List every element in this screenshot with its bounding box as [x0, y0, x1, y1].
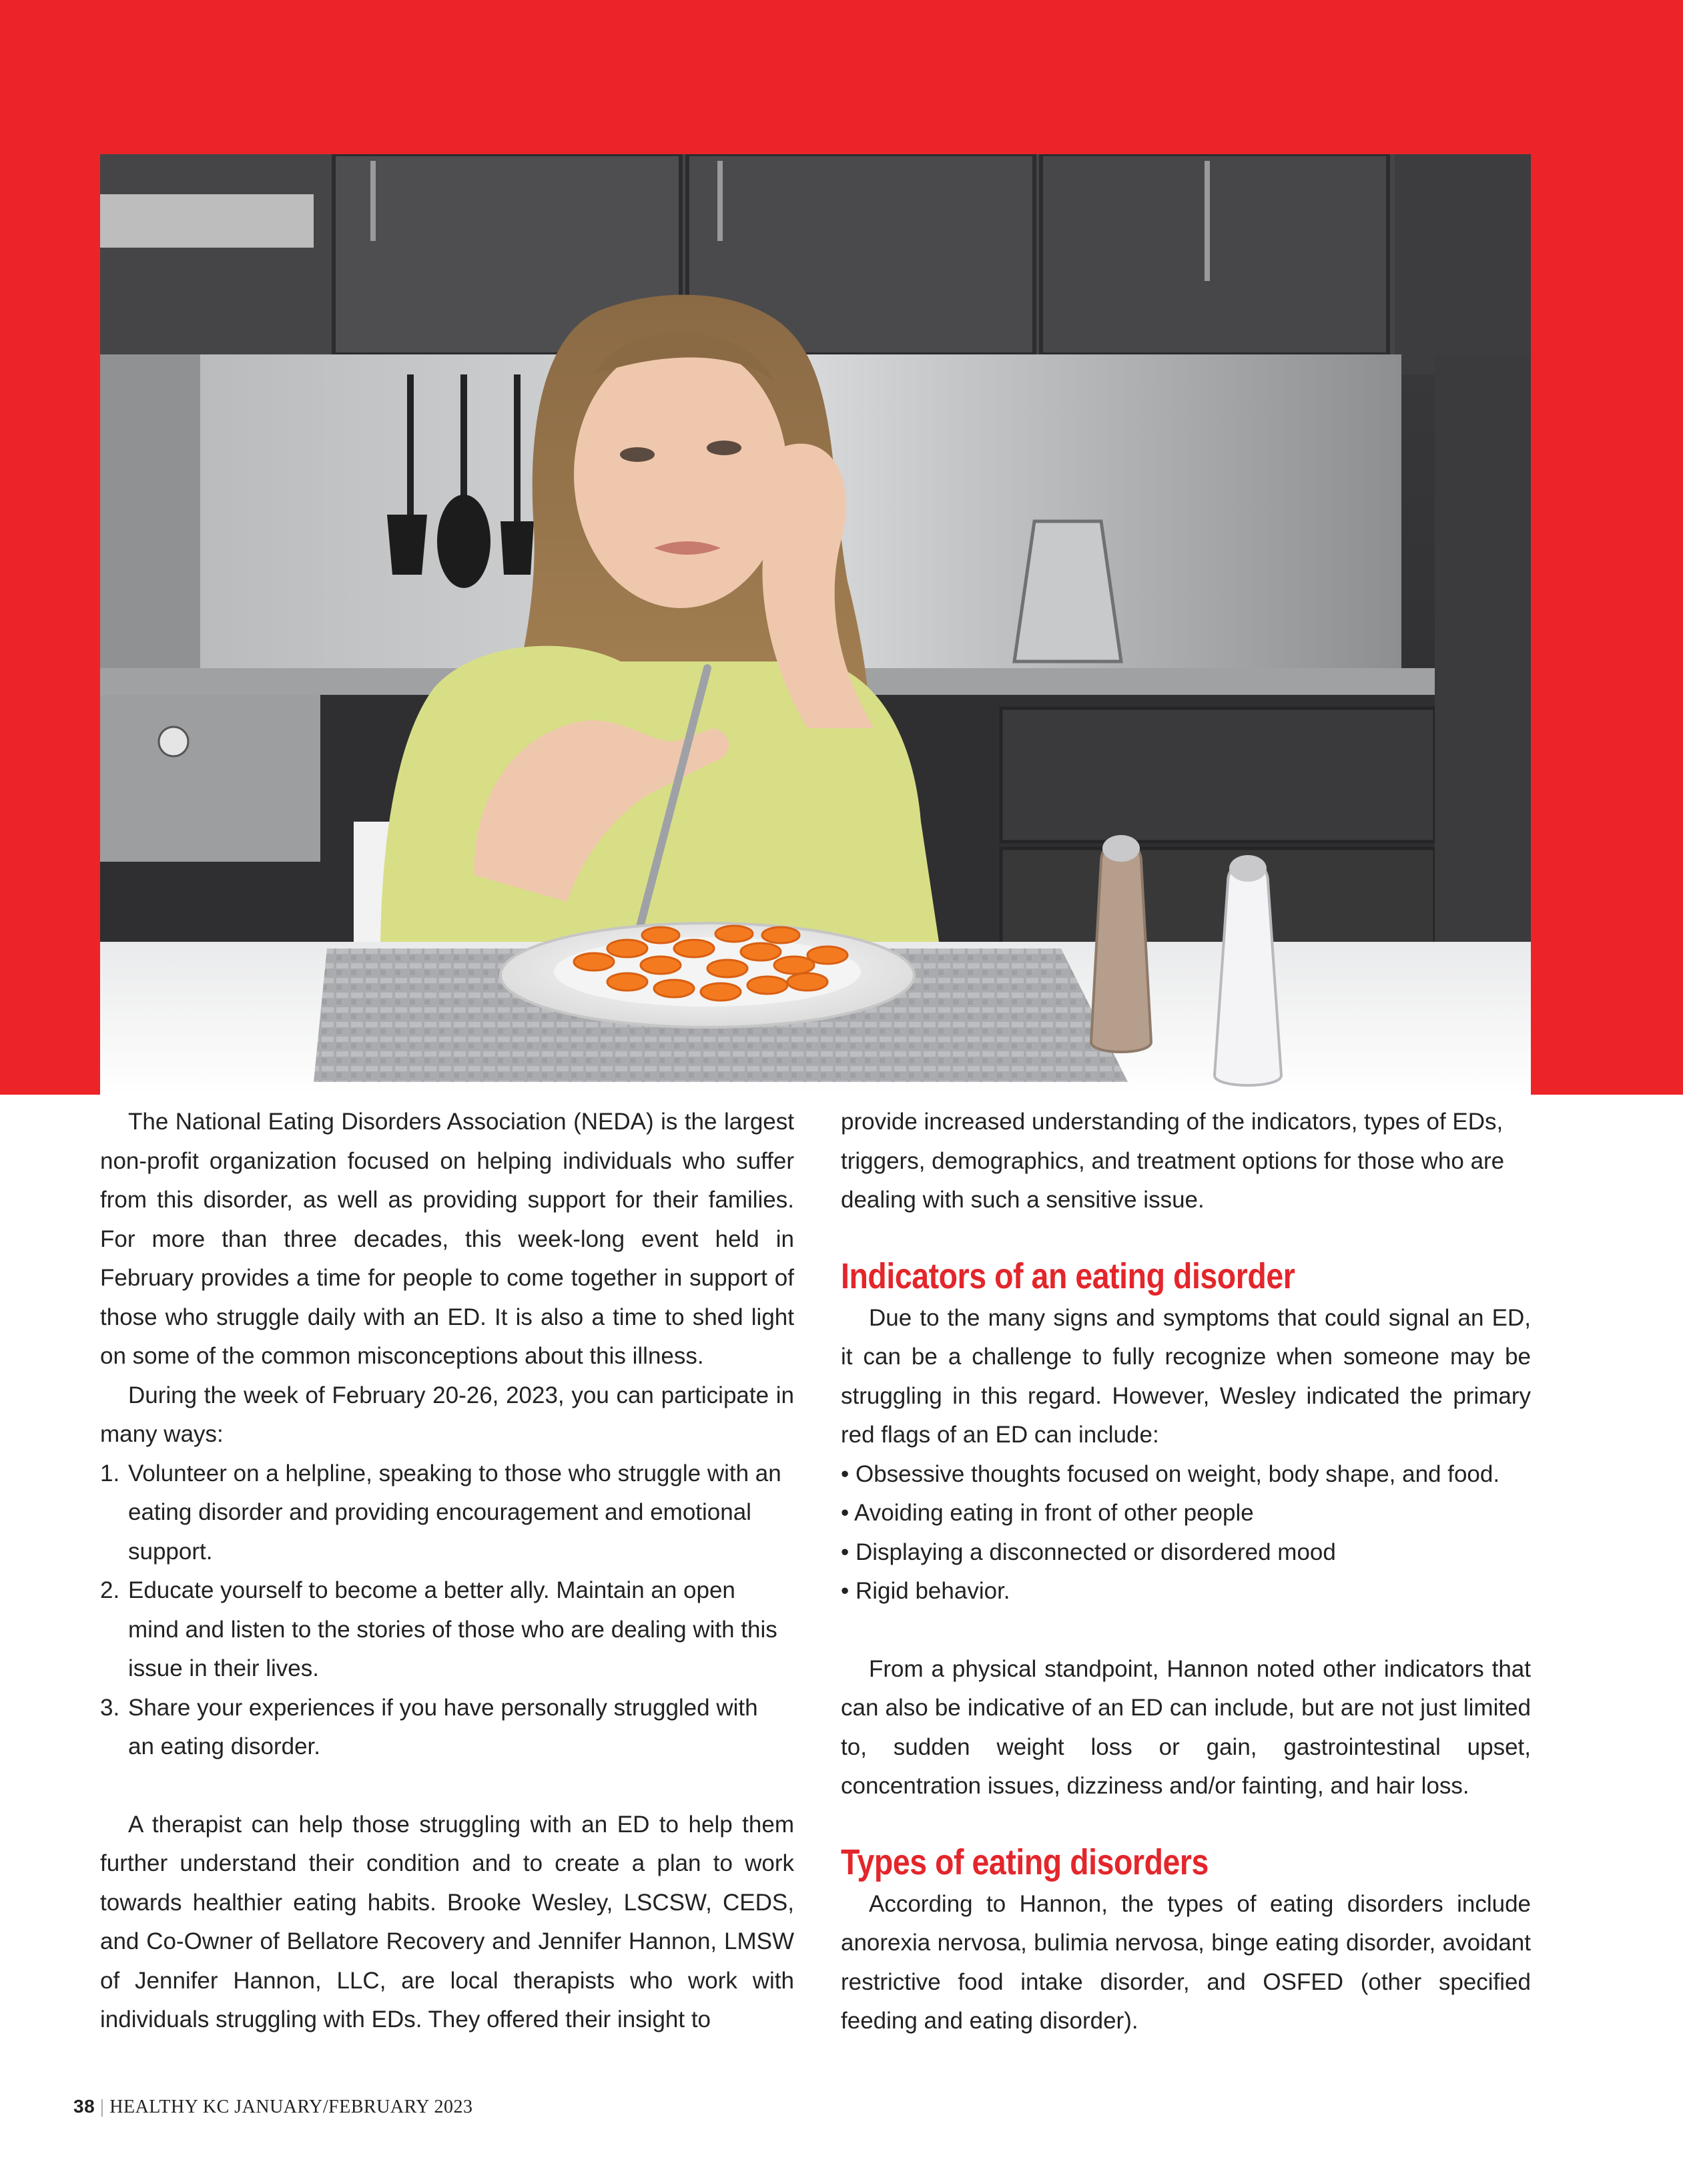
page-footer	[73, 2096, 472, 2118]
indicators-paragraph: Due to the many signs and symptoms that could signal an ED, it can be a challenge to fully recognize when someone may be struggling in this regard. However, Wesley indicated the primary red flags of an ED can include:	[841, 1304, 1531, 1448]
footer-separator: |	[100, 2097, 105, 2117]
physical-indicators-paragraph: From a physical standpoint, Hannon noted other indicators that can also be indicative of an ED can include, but are not just limited to, sudden weight loss or gain, gastrointestinal upset, concentration issues, dizziness and/or fainting, and hair loss.	[841, 1655, 1531, 1799]
participate-paragraph: During the week of February 20-26, 2023, you can participate in many ways:	[100, 1382, 794, 1447]
section-heading-indicators: Indicators of an eating disorder	[841, 1256, 1295, 1296]
list-item-number: 1.	[100, 1460, 120, 1486]
left-column	[100, 1103, 794, 2040]
list-item-number: 3.	[100, 1694, 120, 1721]
list-item-text: Educate yourself to become a better ally. Maintain an open mind and listen to the stories of those who are dealing with this issue in their lives.	[128, 1577, 777, 1681]
participation-list	[100, 1454, 794, 1767]
list-item-text: Volunteer on a helpline, speaking to those who struggle with an eating disorder and providing encouragement and emotional support.	[128, 1460, 781, 1565]
continuation-paragraph: provide increased understanding of the indicators, types of EDs, triggers, demographics, and treatment options for those who are dealing with such a sensitive issue.	[841, 1109, 1505, 1213]
bullet-item: • Obsessive thoughts focused on weight, body shape, and food.	[841, 1460, 1500, 1487]
bullet-item: • Rigid behavior.	[841, 1578, 1010, 1604]
bullet-item: • Avoiding eating in front of other people	[841, 1500, 1254, 1526]
list-item-text: Share your experiences if you have personally struggled with an eating disorder.	[128, 1694, 758, 1759]
list-item	[100, 1454, 794, 1572]
list-item	[100, 1571, 794, 1689]
woman-with-carrot-plate-photo	[100, 154, 1531, 1095]
bullet-item: • Displaying a disconnected or disordered mood	[841, 1539, 1336, 1565]
list-item	[100, 1689, 794, 1767]
intro-paragraph: The National Eating Disorders Association (NEDA) is the largest non-profit organization focused on helping individuals who suffer from this disorder, as well as providing support for their families. For more than three decades, this week-long event held in February provides a time for people to come together in support of those who struggle daily with an ED. It is also a time to shed light on some of the common misconceptions about this illness.	[100, 1109, 794, 1369]
list-item-number: 2.	[100, 1577, 120, 1603]
page-number: 38	[73, 2096, 95, 2117]
kitchen-photo-illustration	[100, 154, 1531, 1095]
right-column	[841, 1103, 1531, 2041]
therapist-paragraph: A therapist can help those struggling with an ED to help them further understand their condition and to create a plan to work towards healthier eating habits. Brooke Wesley, LSCSW, CEDS, and Co-Owner of Bellatore Recovery and Jennifer Hannon, LMSW of Jennifer Hannon, LLC, are local therapists who work with individuals struggling with EDs. They offered their insight to	[100, 1811, 794, 2032]
section-heading-types: Types of eating disorders	[841, 1842, 1209, 1882]
publication-name: HEALTHY KC JANUARY/FEBRUARY 2023	[109, 2097, 473, 2117]
red-flags-list	[841, 1455, 1531, 1611]
types-paragraph: According to Hannon, the types of eating disorders include anorexia nervosa, bulimia nervosa, binge eating disorder, avoidant restrictive food intake disorder, and OSFED (other specified feeding and eating disorder).	[841, 1890, 1531, 2034]
